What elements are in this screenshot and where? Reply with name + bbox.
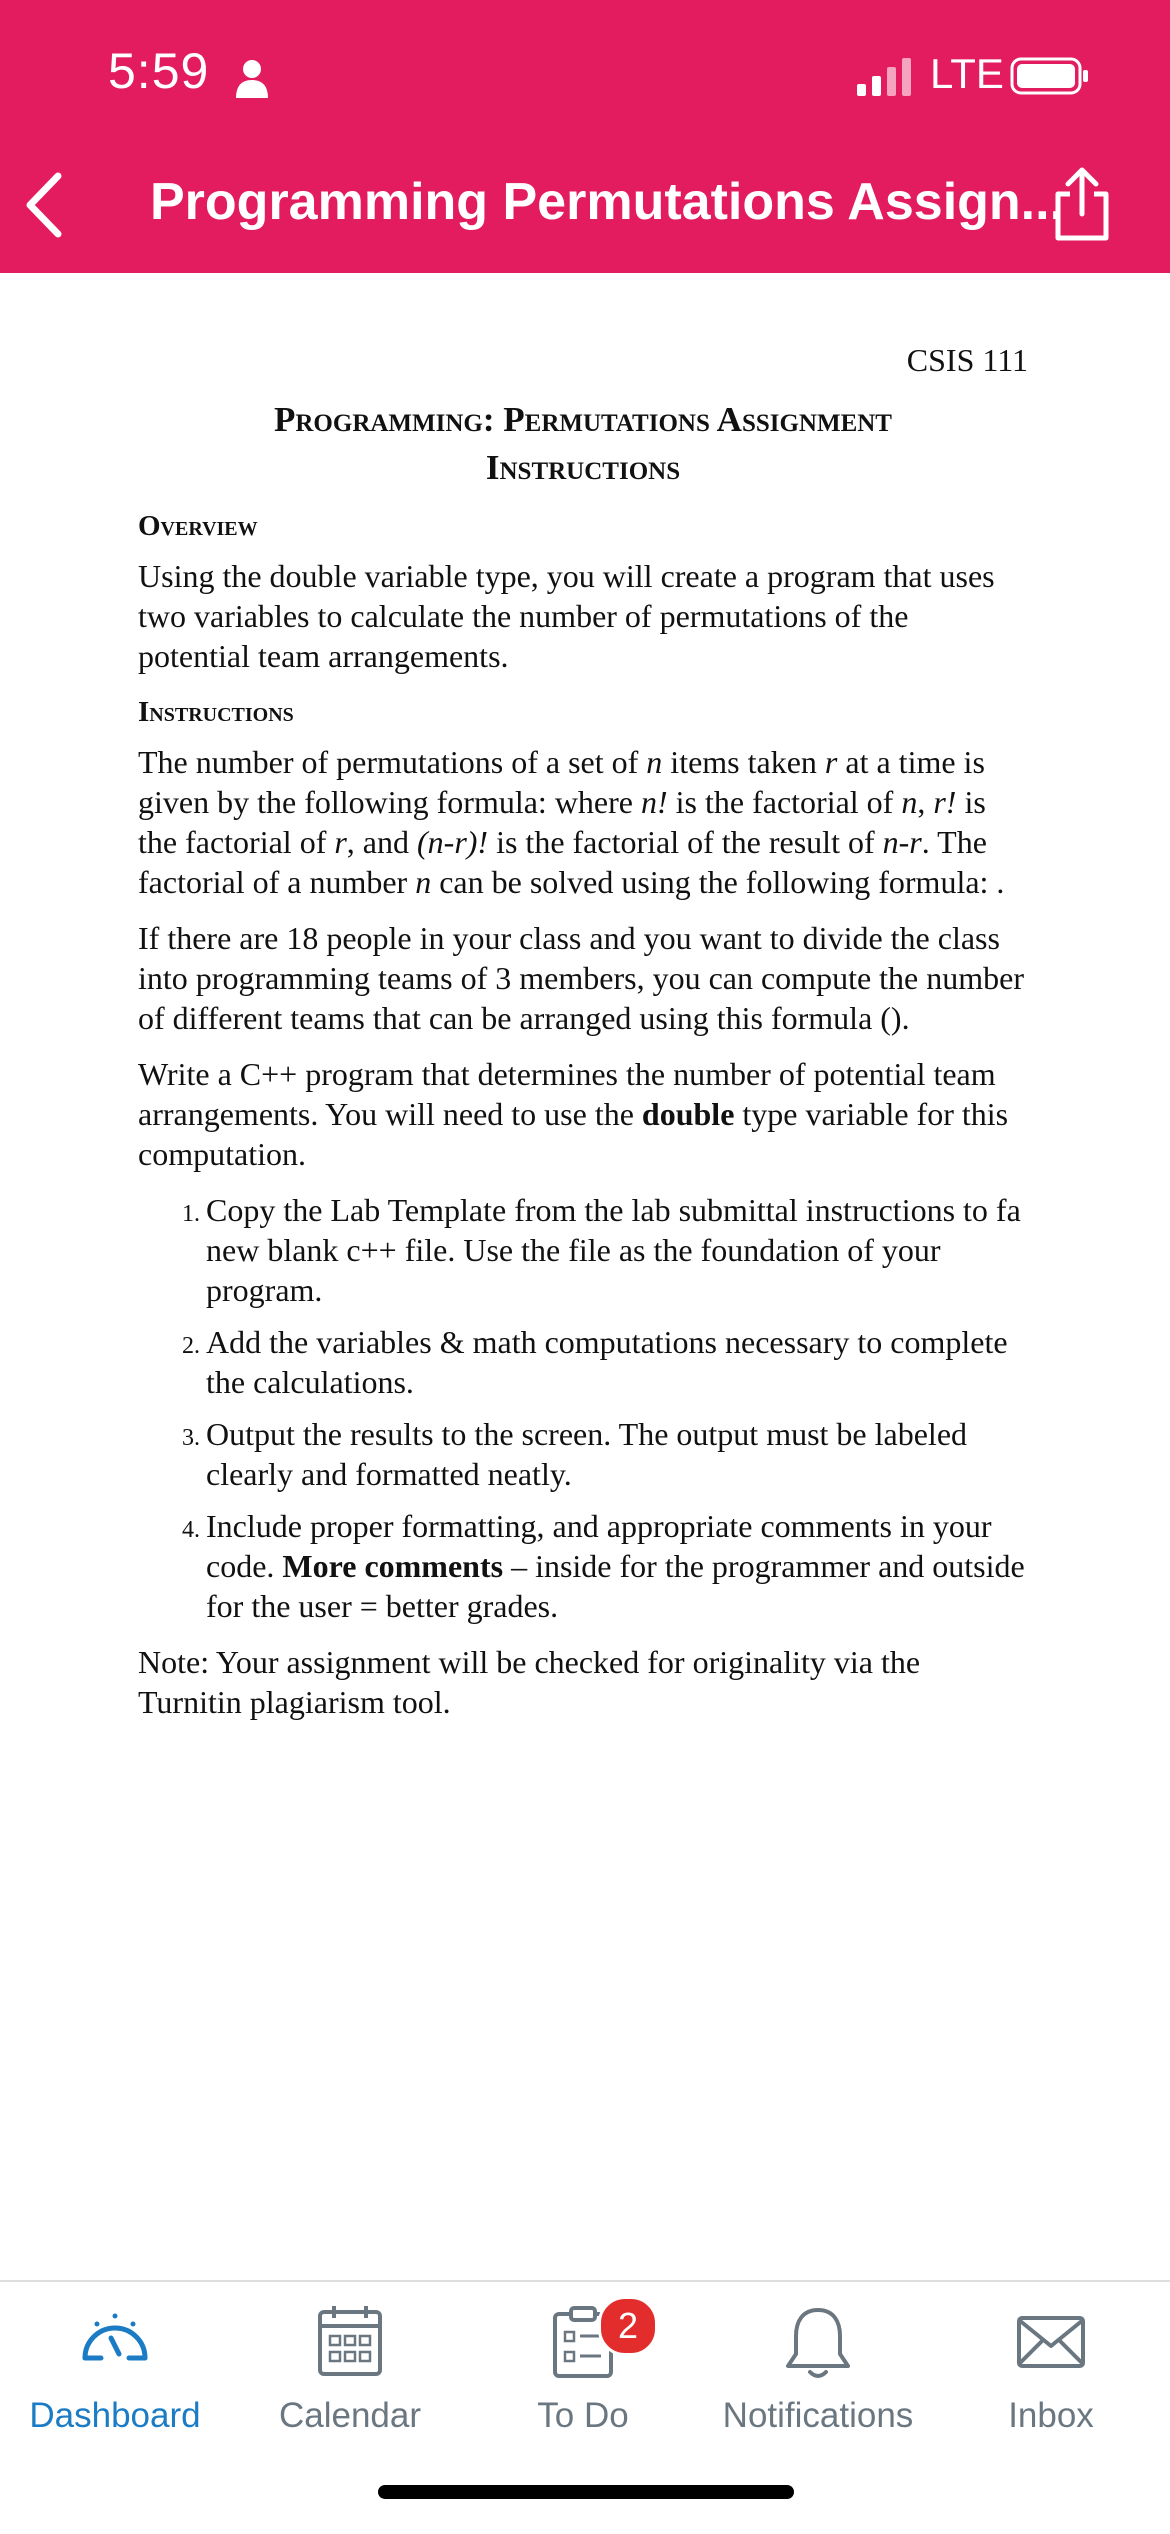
list-item: 4. Include proper formatting, and appropriate comments in your code. More comments – inside for the programmer and outside for the user = better grades.	[206, 1506, 1028, 1626]
overview-heading: Overview	[138, 510, 258, 542]
page-title: Programming Permutations Assign...	[150, 173, 1065, 231]
tab-label: To Do	[537, 2396, 629, 2435]
overview-text: Using the double variable type, you will create a program that uses two variables to calculate the number of permutations of the potential team arrangements.	[138, 558, 995, 674]
back-chevron-icon[interactable]	[22, 170, 66, 240]
tab-inbox[interactable]	[936, 2302, 1166, 2436]
list-item: 1. Copy the Lab Template from the lab submittal instructions to fa new blank c++ file. Use the file as the foundation of your program.	[206, 1190, 1028, 1310]
signal-icon	[855, 58, 915, 96]
class-example-text: If there are 18 people in your class and you want to divide the class into programming teams of 3 members, you can compute the number of different teams that can be arranged using this formula ().	[138, 920, 1024, 1036]
network-label: LTE	[930, 50, 1004, 97]
document-title	[138, 396, 1028, 492]
course-code: CSIS 111	[906, 342, 1028, 378]
battery-icon	[1010, 57, 1090, 95]
tab-notifications[interactable]	[703, 2302, 933, 2436]
originality-note: Note: Your assignment will be checked for originality via the Turnitin plagiarism tool.	[138, 1644, 921, 1720]
app-header	[0, 0, 1170, 273]
tab-calendar[interactable]	[235, 2302, 465, 2436]
title-line-2: Instructions	[485, 448, 681, 487]
tab-dashboard[interactable]	[0, 2302, 230, 2436]
assignment-document	[138, 330, 1028, 1738]
title-line-1: Programming: Permutations Assignment	[274, 400, 892, 439]
tab-label: Notifications	[722, 2396, 914, 2435]
person-icon	[234, 58, 270, 98]
status-time: 5:59	[108, 43, 210, 99]
steps-list	[138, 1190, 1028, 1626]
tab-label: Dashboard	[29, 2396, 201, 2435]
envelope-icon	[1011, 2302, 1091, 2382]
program-task-text: Write a C++ program that determines the number of potential team arrangements. You will need to use the double type variable for this computation.	[138, 1056, 1009, 1172]
list-item: 3. Output the results to the screen. The output must be labeled clearly and formatted neatly.	[206, 1414, 1028, 1494]
share-icon[interactable]	[1050, 166, 1114, 242]
permutation-formula-text: The number of permutations of a set of n items taken r at a time is given by the following formula: where n! is the factorial of n, r! is the factorial of r, and (n-r)! is the factorial of the result of n-r. The factorial of a number n can be solved using the following formula: .	[138, 744, 1005, 900]
calendar-icon	[310, 2302, 390, 2382]
dashboard-icon	[75, 2302, 155, 2382]
instructions-heading: Instructions	[138, 696, 294, 728]
todo-badge: 2	[598, 2296, 658, 2356]
tab-label: Inbox	[1008, 2396, 1094, 2435]
list-item: 2. Add the variables & math computations necessary to complete the calculations.	[206, 1322, 1028, 1402]
bell-icon	[778, 2302, 858, 2382]
tab-label: Calendar	[278, 2396, 422, 2435]
tab-todo[interactable]	[468, 2302, 698, 2436]
home-indicator[interactable]	[378, 2485, 794, 2499]
